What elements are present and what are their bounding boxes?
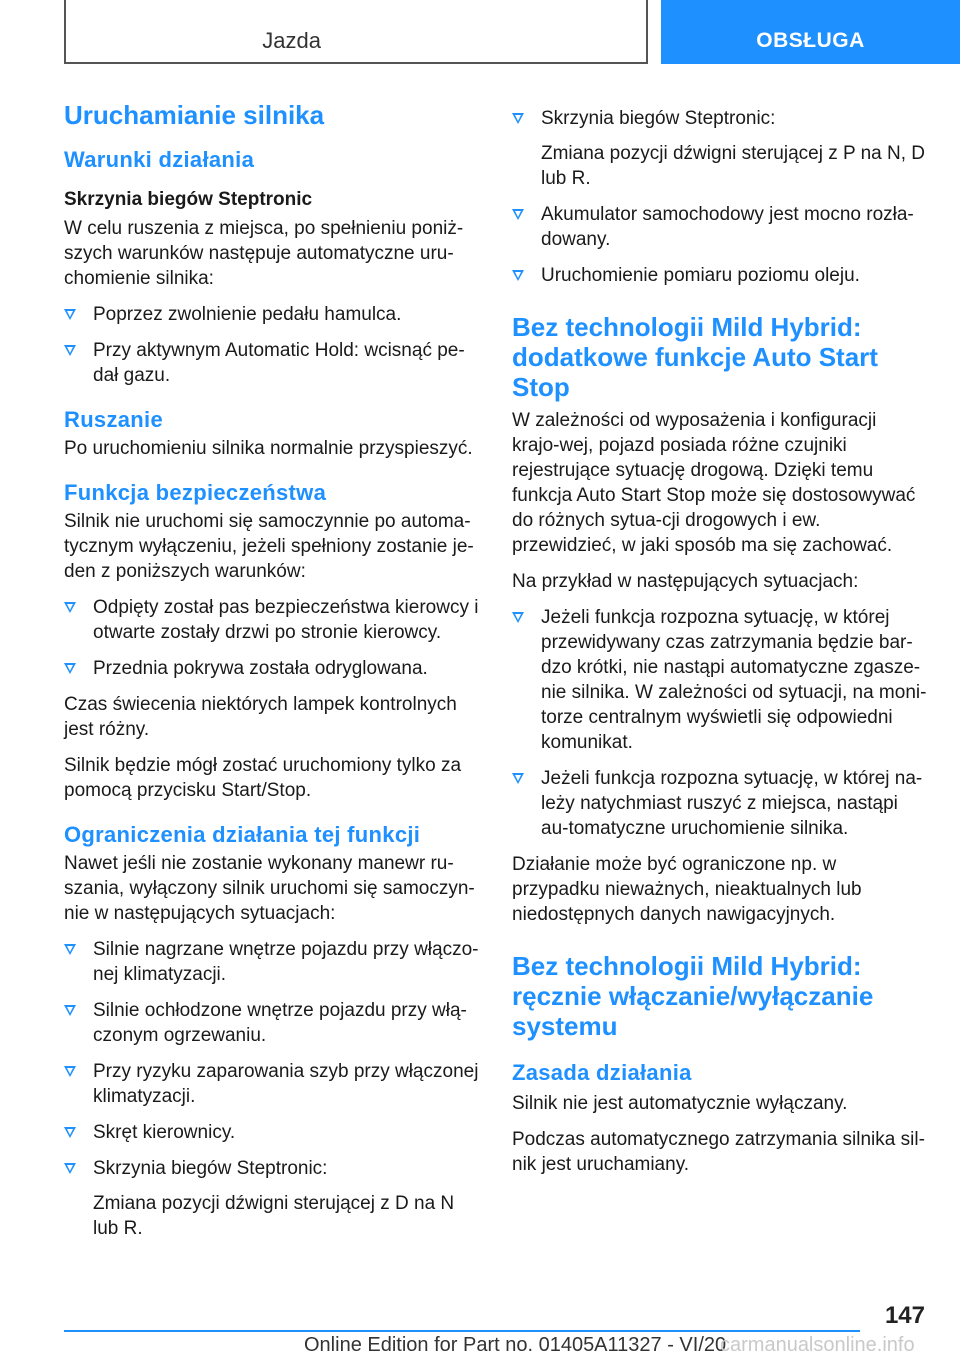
section-title-auto-start: Bez technologii Mild Hybrid: dodatkowe funkcje Auto Start Stop: [512, 312, 878, 402]
paragraph: Podczas automatycznego zatrzymania silnika sil‐nik jest uruchamiany.: [512, 1129, 925, 1175]
page-number: 147: [884, 1302, 925, 1329]
list-item: Skręt kierownicy.: [64, 1120, 479, 1145]
list-item-detail: Zmiana pozycji dźwigni sterującej z P na N, D lub R.: [541, 143, 926, 189]
list-item: Jeżeli funkcja rozpozna sytuację, w której przewidywany czas zatrzymania będzie bar‐dzo krótki, nie nastąpi automatyczne zgasze‐nie silnika. W zależności od sytuacji, na moni‐torze centralnym wyświetli się odpowiedni komunikat.: [512, 605, 927, 755]
page-title: Uruchamianie silnika: [64, 100, 325, 130]
paragraph: Po uruchomieniu silnika normalnie przyspieszyć.: [64, 438, 473, 459]
section-title-funkcja: Funkcja bezpieczeństwa: [64, 480, 327, 505]
triangle-bullet-icon: [64, 345, 76, 356]
triangle-bullet-icon: [64, 1163, 76, 1174]
triangle-bullet-icon: [64, 1066, 76, 1077]
paragraph: Czas świecenia niektórych lampek kontrolnych jest różny.: [64, 694, 457, 740]
list-item: Skrzynia biegów Steptronic: Zmiana pozycji dźwigni sterującej z D na N lub R.: [64, 1156, 479, 1241]
triangle-bullet-icon: [512, 270, 524, 281]
paragraph: Na przykład w następujących sytuacjach:: [512, 571, 859, 592]
list-item: Przednia pokrywa została odryglowana.: [64, 656, 479, 681]
header-tab-obsluga[interactable]: OBSŁUGA: [661, 0, 960, 64]
bullet-list: [512, 605, 927, 841]
section-title-ograniczenia: Ograniczenia działania tej funkcji: [64, 822, 421, 847]
paragraph: W celu ruszenia z miejsca, po spełnieniu poniż‐szych warunków następuje automatyczne uru‐chomienie silnika:: [64, 218, 464, 289]
subsection-title: Skrzynia biegów Steptronic: [64, 189, 313, 210]
footer-watermark[interactable]: carmanualsonline.info: [720, 1334, 915, 1356]
triangle-bullet-icon: [512, 773, 524, 784]
list-item: Skrzynia biegów Steptronic: Zmiana pozycji dźwigni sterującej z P na N, D lub R.: [512, 106, 927, 191]
triangle-bullet-icon: [512, 612, 524, 623]
bullet-list: [512, 106, 927, 288]
left-column: [64, 100, 479, 1252]
triangle-bullet-icon: [512, 113, 524, 124]
triangle-bullet-icon: [512, 209, 524, 220]
paragraph: Silnik nie uruchomi się samoczynnie po automa‐tycznym wyłączeniu, jeżeli spełniony zostanie je‐den z poniższych warunków:: [64, 511, 474, 582]
section-title-ruszanie: Ruszanie: [64, 407, 163, 432]
paragraph: Działanie może być ograniczone np. w przypadku nieważnych, nieaktualnych lub niedostępnych danych nawigacyjnych.: [512, 854, 862, 925]
footer-edition: Online Edition for Part no. 01405A11327 - VI/20: [304, 1334, 727, 1356]
section-title-manual: Bez technologii Mild Hybrid: ręcznie włączanie/wyłączanie systemu: [512, 951, 874, 1041]
list-item: Silnie nagrzane wnętrze pojazdu przy włączo‐nej klimatyzacji.: [64, 937, 479, 987]
list-item: Przy ryzyku zaparowania szyb przy włączonej klimatyzacji.: [64, 1059, 479, 1109]
triangle-bullet-icon: [64, 1005, 76, 1016]
footer-divider: [64, 1330, 860, 1332]
paragraph: Nawet jeśli nie zostanie wykonany manewr ru‐szania, wyłączony silnik uruchomi się samoczyn‐nie w następujących sytuacjach:: [64, 853, 475, 924]
right-column: [512, 106, 927, 1188]
bullet-list: [64, 302, 479, 388]
triangle-bullet-icon: [64, 602, 76, 613]
subsection-title-zasada: Zasada działania: [512, 1060, 692, 1085]
triangle-bullet-icon: [64, 309, 76, 320]
list-item: Silnie ochłodzone wnętrze pojazdu przy włą‐czonym ogrzewaniu.: [64, 998, 479, 1048]
paragraph: W zależności od wyposażenia i konfiguracji krajo‐wej, pojazd posiada różne czujniki rejestrujące sytuację drogową. Dzięki temu funkcja Auto Start Stop może się dostosowywać do różnych sytua‐cji drogowych i ew. przewidzieć, w jaki sposób ma się zachować.: [512, 410, 916, 556]
triangle-bullet-icon: [64, 944, 76, 955]
bullet-list: [64, 937, 479, 1241]
triangle-bullet-icon: [64, 1127, 76, 1138]
list-item: Odpięty został pas bezpieczeństwa kierowcy i otwarte zostały drzwi po stronie kierowcy.: [64, 595, 479, 645]
triangle-bullet-icon: [64, 663, 76, 674]
list-item: Poprzez zwolnienie pedału hamulca.: [64, 302, 479, 327]
list-item: Jeżeli funkcja rozpozna sytuację, w której na‐leży natychmiast ruszyć z miejsca, nastąpi au‐tomatyczne uruchomienie silnika.: [512, 766, 927, 841]
bullet-list: [64, 595, 479, 681]
list-item: Akumulator samochodowy jest mocno rozła‐dowany.: [512, 202, 927, 252]
list-item: Przy aktywnym Automatic Hold: wcisnąć pe‐dał gazu.: [64, 338, 479, 388]
list-item-detail: Zmiana pozycji dźwigni sterującej z D na N lub R.: [93, 1193, 455, 1239]
section-title-warunki: Warunki działania: [64, 147, 255, 172]
header-box: [64, 0, 648, 64]
paragraph: Silnik będzie mógł zostać uruchomiony tylko za pomocą przycisku Start/Stop.: [64, 755, 462, 801]
list-item: Uruchomienie pomiaru poziomu oleju.: [512, 263, 927, 288]
header-section-label: Jazda: [262, 28, 321, 53]
paragraph: Silnik nie jest automatycznie wyłączany.: [512, 1093, 848, 1114]
